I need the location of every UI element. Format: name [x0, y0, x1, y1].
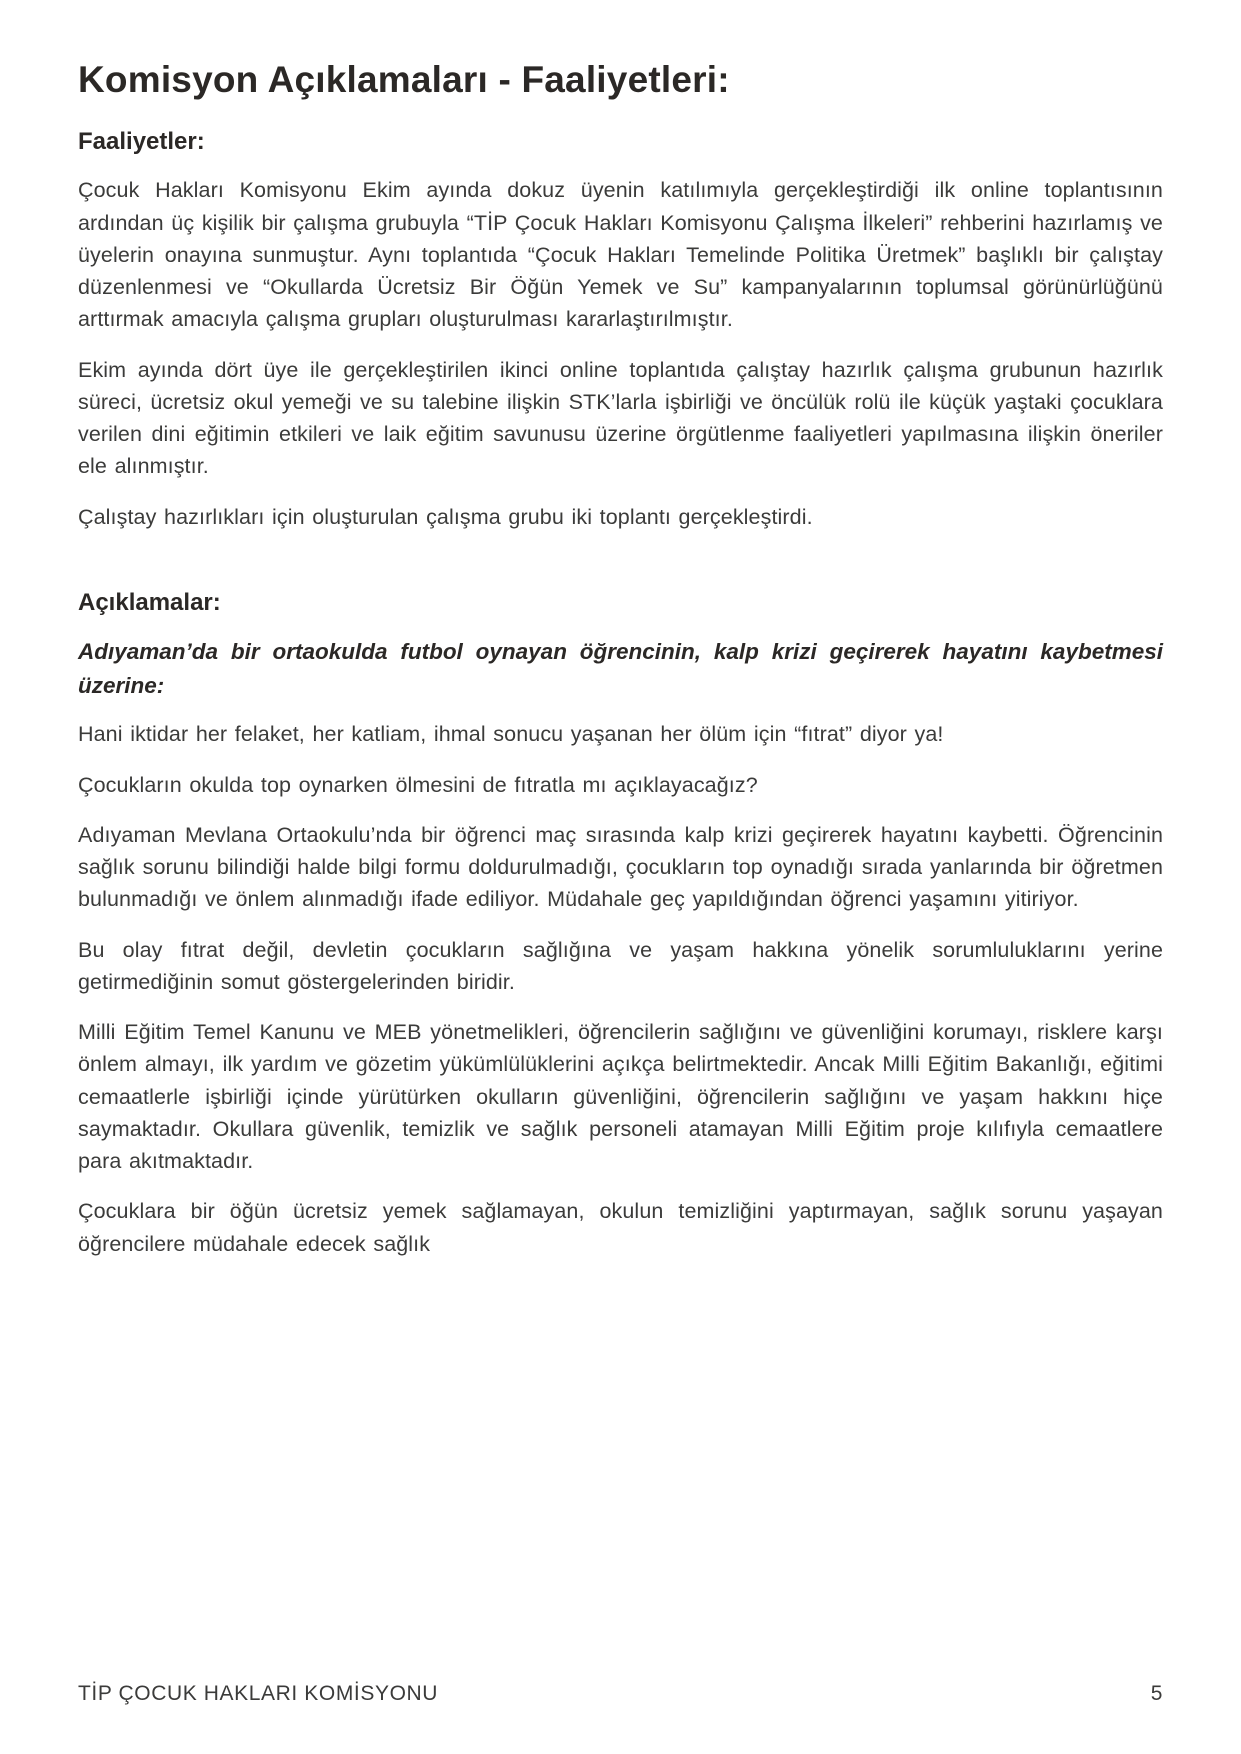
paragraph-faaliyetler-2: Ekim ayında dört üye ile gerçekleştirilen ikinci online toplantıda çalıştay hazırlık çalışma grubunun hazırlık süreci, ücretsiz okul yemeği ve su talebine ilişkin STK’larla işbirliği ve öncülük rolü ile küçük yaştaki çocuklara verilen dini eğitimin etkileri ve laik eğitim savunusu üzerine örgütlenme faaliyetleri yapılmasına ilişkin öneriler ele alınmıştır. — [78, 357, 1163, 479]
paragraph-aciklamalar-3: Adıyaman Mevlana Ortaokulu’nda bir öğrenci maç sırasında kalp krizi geçirerek hayatını kaybetti. Öğrencinin sağlık sorunu bilindiği halde bilgi formu doldurulmadığı, çocukların top oynadığı sırada yanlarında bir öğretmen bulunmadığı ve önlem alınmadığı ifade ediliyor. Müdahale geç yapıldığından öğrenci yaşamını yitiriyor. — [78, 822, 1163, 912]
paragraph-faaliyetler-3: Çalıştay hazırlıkları için oluşturulan çalışma grubu iki toplantı gerçekleştirdi. — [78, 504, 813, 529]
paragraph-aciklamalar-1: Hani iktidar her felaket, her katliam, ihmal sonucu yaşanan her ölüm için “fıtrat” diyor ya! — [78, 722, 944, 747]
paragraph-aciklamalar-6: Çocuklara bir öğün ücretsiz yemek sağlamayan, okulun temizliğini yaptırmayan, sağlık sorunu yaşayan öğrencilere müdahale edecek sağlık — [78, 1199, 1163, 1256]
page-footer — [78, 1682, 1163, 1706]
section-faaliyetler — [78, 128, 1163, 533]
footer-page-number: 5 — [1150, 1682, 1163, 1705]
paragraph-aciklamalar-2: Çocukların okulda top oynarken ölmesini de fıtratla mı açıklayacağız? — [78, 772, 758, 797]
page-title: Komisyon Açıklamaları - Faaliyetleri: — [78, 59, 730, 100]
case-heading: Adıyaman’da bir ortaokulda futbol oynayan öğrencinin, kalp krizi geçirerek hayatını kaybetmesi üzerine: — [78, 638, 1163, 698]
section-aciklamalar — [78, 589, 1163, 1260]
section-heading-faaliyetler: Faaliyetler: — [78, 128, 205, 156]
paragraph-faaliyetler-1: Çocuk Hakları Komisyonu Ekim ayında dokuz üyenin katılımıyla gerçekleştirdiği ilk online toplantısının ardından üç kişilik bir çalışma grubuyla “TİP Çocuk Hakları Komisyonu Çalışma İlkeleri” rehberini hazırlamış ve üyelerin onayına sunmuştur. Aynı toplantıda “Çocuk Hakları Temelinde Politika Üretmek” başlıklı bir çalıştay düzenlenmesi ve “Okullarda Ücretsiz Bir Öğün Yemek ve Su” kampanyalarının toplumsal görünürlüğünü arttırmak amacıyla çalışma grupları oluşturulması kararlaştırılmıştır. — [78, 178, 1163, 332]
paragraph-aciklamalar-5: Milli Eğitim Temel Kanunu ve MEB yönetmelikleri, öğrencilerin sağlığını ve güvenliğini korumayı, risklere karşı önlem almayı, ilk yardım ve gözetim yükümlülüklerini açıkça belirtmektedir. Ancak Milli Eğitim Bakanlığı, eğitimi cemaatlerle işbirliği içinde yürütürken okulların güvenliğini, öğrencilerin sağlığını ve yaşam hakkını hiçe saymaktadır. Okullara güvenlik, temizlik ve sağlık personeli atamayan Milli Eğitim proje kılıfıyla cemaatlere para akıtmaktadır. — [78, 1020, 1163, 1174]
section-heading-aciklamalar: Açıklamalar: — [78, 588, 221, 616]
footer-organization: TİP ÇOCUK HAKLARI KOMİSYONU — [78, 1682, 439, 1705]
paragraph-aciklamalar-4: Bu olay fıtrat değil, devletin çocukların sağlığına ve yaşam hakkına yönelik sorumluluklarını yerine getirmediğinin somut göstergelerinden biridir. — [78, 937, 1163, 994]
